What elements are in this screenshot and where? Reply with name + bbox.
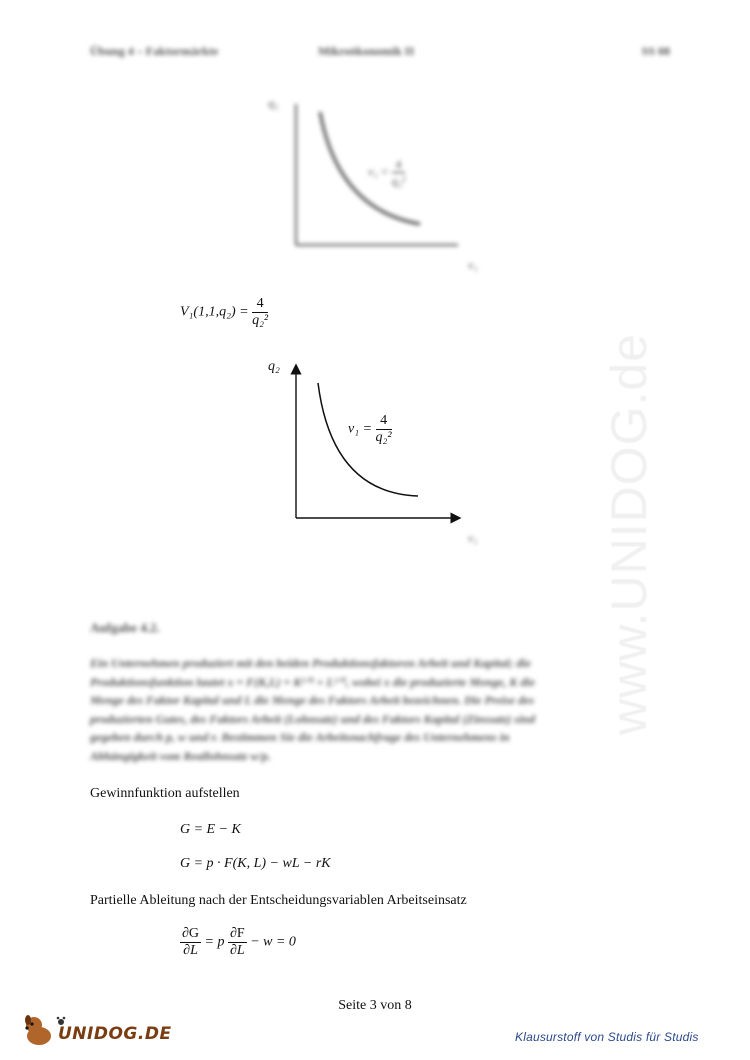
figure-1-curve-lhs: v₁ =: [368, 164, 389, 179]
figure-2-x-label: v₁: [468, 531, 478, 545]
footer-tagline: Klausurstoff von Studis für Studis: [515, 1030, 699, 1044]
derivative-equals: =: [204, 934, 214, 950]
task-line: Produktionsfunktion lautet x = F(K,L) = K¹ᐟ² + L¹ᐟ², wobei x die produzierte Menge, K die: [90, 674, 536, 689]
figure-2-curve-fraction: [376, 413, 392, 446]
unidog-logo: [22, 1014, 172, 1048]
task-text: [90, 654, 660, 765]
derivative-rhs-num: ∂F: [229, 926, 245, 941]
equation-v1: [180, 296, 268, 329]
derivative-lhs: [180, 926, 201, 959]
figure-1-y-label: q₂: [268, 96, 279, 110]
task-line: produzierten Gutes, des Faktors Arbeit (Lohnsatz) und des Faktors Kapital (Zinssatz) sind: [90, 711, 535, 726]
equation-v1-den: q₂²: [252, 313, 269, 328]
derivative-p: p: [217, 934, 225, 950]
figure-1-curve-num: 4: [392, 156, 406, 173]
task-line: Ein Unternehmen produziert mit den beiden Produktionsfaktoren Arbeit und Kapital; die: [90, 656, 531, 670]
equation-derivative: [180, 926, 296, 959]
header-center: Mikroökonomik II: [318, 44, 415, 58]
figure-1: [260, 90, 500, 280]
equation-g-2: G = p · F(K, L) − wL − rK: [180, 856, 331, 871]
equation-v1-fraction: [252, 296, 268, 329]
header-right: SS 08: [641, 44, 670, 58]
header-left: Übung 4 – Faktormärkte: [90, 44, 219, 58]
equation-v1-num: 4: [252, 296, 268, 313]
page-header: [90, 44, 670, 64]
figure-2-curve-num: 4: [376, 413, 392, 430]
equation-v1-lhs: V₁(1,1,q₂) =: [180, 304, 249, 320]
task-line: gegeben durch p, w und r. Bestimmen Sie die Arbeitsnachfrage des Unternehmens in: [90, 730, 510, 744]
figure-1-curve-den: q₂²: [391, 174, 406, 188]
equation-g-1: G = E − K: [180, 822, 241, 837]
figure-2-curve-den: q₂²: [375, 430, 392, 445]
figure-2-plot: [260, 355, 500, 550]
figure-2: [260, 355, 500, 550]
figure-1-curve-label: [368, 156, 405, 189]
watermark-text: www.UNIDOG.de: [601, 333, 657, 735]
derivative-rhs: [228, 926, 247, 959]
figure-2-curve-label: [348, 413, 392, 446]
task-line: Menge des Faktor Kapital und L die Menge des Faktors Arbeit bezeichnen. Die Preise des: [90, 693, 535, 707]
derivative-lhs-num: ∂G: [182, 926, 200, 941]
figure-1-x-label: v₁: [468, 258, 478, 272]
derivative-rhs-den: ∂L: [229, 943, 245, 958]
figure-2-curve-lhs: v₁ =: [348, 421, 373, 437]
task-line: Abhängigkeit vom Reallohnsatz w/p.: [90, 748, 271, 763]
page-number: Seite 3 von 8: [338, 998, 412, 1013]
logo-text: UNIDOG.DE: [58, 1024, 172, 1044]
solution-step-1: Gewinnfunktion aufstellen: [90, 786, 240, 801]
derivative-lhs-den: ∂L: [183, 943, 198, 958]
derivative-tail: − w = 0: [250, 934, 296, 950]
solution-step-2: Partielle Ableitung nach der Entscheidungsvariablen Arbeitseinsatz: [90, 893, 467, 908]
dog-icon: [22, 1014, 58, 1048]
figure-1-curve-fraction: [392, 156, 406, 189]
figure-2-y-label: q₂: [268, 359, 280, 374]
task-heading: Aufgabe 4.2.: [90, 620, 160, 635]
